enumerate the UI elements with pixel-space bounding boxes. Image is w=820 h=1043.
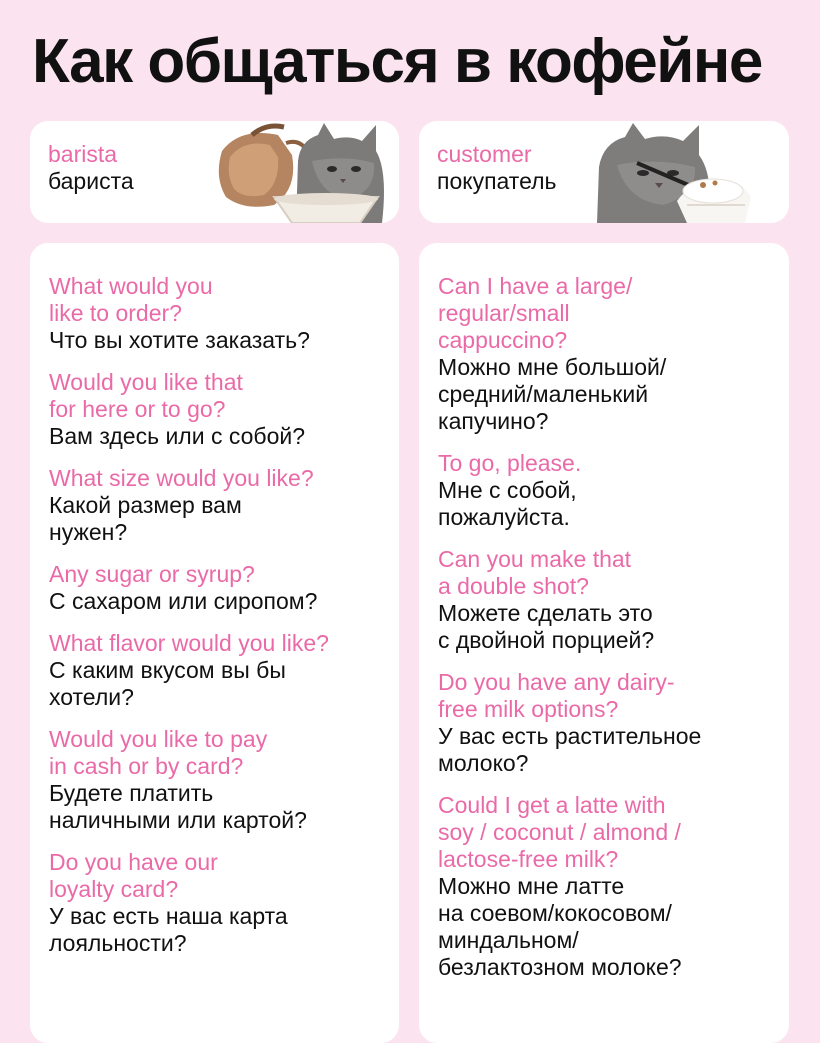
phrase-ru: Будете платить наличными или картой?: [49, 780, 307, 833]
phrase-item: [438, 792, 777, 981]
phrase-ru: Вам здесь или с собой?: [49, 423, 306, 449]
phrase-en: Would you like that for here or to go?: [49, 369, 243, 422]
barista-role-card: [30, 121, 399, 223]
barista-role-text: [48, 141, 134, 195]
phrase-item: [49, 369, 387, 450]
phrase-item: [49, 465, 387, 546]
cat-with-drink-icon: [591, 121, 789, 223]
customer-role-en: customer: [437, 141, 532, 167]
phrase-en: What flavor would you like?: [49, 630, 329, 656]
phrase-ru: Что вы хотите заказать?: [49, 327, 310, 353]
phrase-ru: У вас есть наша карта лояльности?: [49, 903, 288, 956]
phrase-item: [438, 273, 777, 435]
phrase-item: [438, 546, 777, 654]
cat-with-kettle-icon: [200, 121, 399, 223]
phrase-ru: Можно мне большой/ средний/маленький капучино?: [438, 354, 667, 434]
phrase-item: [49, 849, 387, 957]
barista-role-ru: бариста: [48, 168, 134, 194]
phrase-en: Do you have our loyalty card?: [49, 849, 218, 902]
phrase-item: [49, 561, 387, 615]
phrase-item: [49, 726, 387, 834]
phrase-ru: С каким вкусом вы бы хотели?: [49, 657, 286, 710]
customer-phrase-list: [438, 273, 777, 996]
phrase-ru: У вас есть растительное молоко?: [438, 723, 702, 776]
phrase-item: [438, 669, 777, 777]
phrase-item: [49, 630, 387, 711]
phrase-en: Can you make that a double shot?: [438, 546, 632, 599]
phrase-en: Could I get a latte with soy / coconut / almond / lactose-free milk?: [438, 792, 681, 872]
customer-phrases-panel: [419, 243, 789, 1043]
phrase-ru: Можно мне латте на соевом/кокосовом/ миндальном/ безлактозном молоке?: [438, 873, 682, 980]
barista-phrase-list: [49, 273, 387, 972]
phrase-item: [49, 273, 387, 354]
phrase-en: What size would you like?: [49, 465, 314, 491]
phrase-item: [438, 450, 777, 531]
phrase-en: Any sugar or syrup?: [49, 561, 255, 587]
barista-role-en: barista: [48, 141, 118, 167]
phrase-en: Do you have any dairy- free milk options?: [438, 669, 675, 722]
phrase-ru: Можете сделать это с двойной порцией?: [438, 600, 655, 653]
page-title: Как общаться в кофейне: [32, 27, 762, 96]
phrase-ru: С сахаром или сиропом?: [49, 588, 318, 614]
phrase-en: Can I have a large/ regular/small cappuccino?: [438, 273, 633, 353]
phrase-ru: Какой размер вам нужен?: [49, 492, 242, 545]
barista-phrases-panel: [30, 243, 399, 1043]
phrase-en: Would you like to pay in cash or by card?: [49, 726, 268, 779]
phrase-en: What would you like to order?: [49, 273, 213, 326]
customer-role-text: [437, 141, 557, 195]
customer-role-card: [419, 121, 789, 223]
phrase-en: To go, please.: [438, 450, 582, 476]
phrase-ru: Мне с собой, пожалуйста.: [438, 477, 577, 530]
customer-role-ru: покупатель: [437, 168, 557, 194]
